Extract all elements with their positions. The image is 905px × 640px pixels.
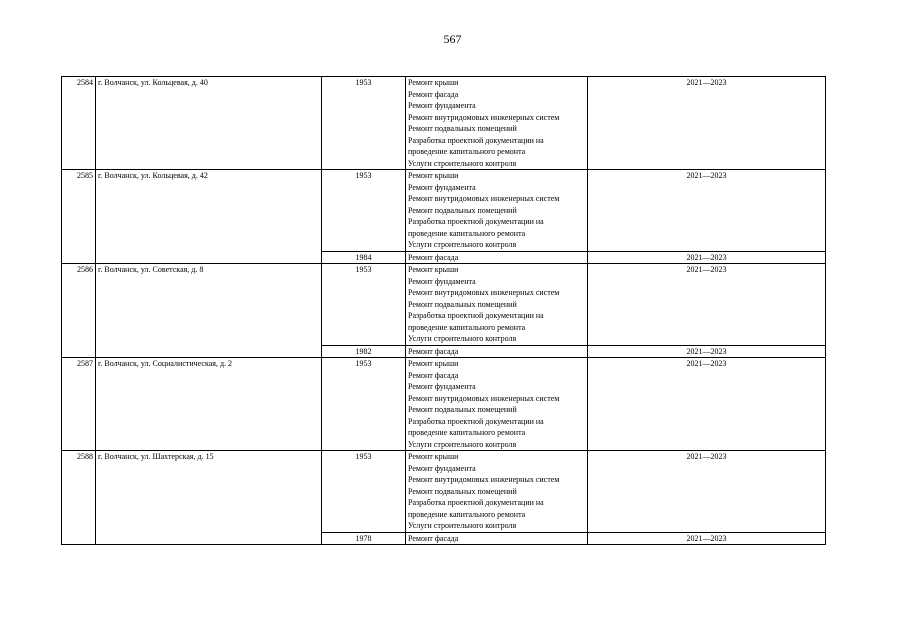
work-item: Ремонт подвальных помещений [408,486,517,496]
work-item: Услуги строительного контроля [408,240,517,249]
work-item: проведение капитального ремонта [408,509,526,519]
repair-schedule-table [61,76,826,545]
work-item: Разработка проектной документации на [408,135,544,145]
table-body [62,77,826,545]
year-cell: 1953 [322,358,406,451]
work-item: Ремонт внутридомовых инженерных систем [408,194,560,203]
work-item: Ремонт фундамента [408,276,476,286]
work-item: проведение капитального ремонта [408,228,526,238]
works-cell [406,451,588,533]
period-cell: 2021—2023 [588,170,826,252]
works-cell [406,532,588,545]
works-cell [406,358,588,451]
table-row [62,451,826,533]
period-cell: 2021—2023 [588,358,826,451]
work-item: Ремонт внутридомовых инженерных систем [408,393,560,403]
year-cell: 1978 [322,532,406,545]
table-row [62,264,826,346]
year-cell: 1953 [322,170,406,252]
row-number: 2584 [62,77,96,170]
work-item: Ремонт фундамента [408,101,476,110]
work-item: Ремонт фасада [408,252,459,262]
work-item: Ремонт фундамента [408,382,476,391]
work-item: Ремонт крыши [408,171,459,180]
address-cell: г. Волчанск, ул. Советская, д. 8 [96,264,322,358]
period-cell: 2021—2023 [588,251,826,264]
work-item: Ремонт подвальных помещений [408,205,517,215]
work-item: Ремонт крыши [408,452,459,461]
row-number: 2588 [62,451,96,545]
work-item: Ремонт внутридомовых инженерных систем [408,475,560,484]
work-item: Разработка проектной документации на [408,311,544,320]
work-item: проведение капитального ремонта [408,147,526,156]
year-cell: 1953 [322,77,406,170]
address-cell: г. Волчанск, ул. Кольцевая, д. 40 [96,77,322,170]
work-item: Ремонт подвальных помещений [408,299,517,309]
period-cell: 2021—2023 [588,264,826,346]
table-row [62,358,826,451]
year-cell: 1953 [322,451,406,533]
year-cell: 1953 [322,264,406,346]
work-item: Услуги строительного контроля [408,158,517,168]
table-row [62,77,826,170]
work-item: Разработка проектной документации на [408,498,544,507]
work-item: проведение капитального ремонта [408,322,526,332]
work-item: Ремонт фасада [408,89,459,99]
works-cell [406,170,588,252]
work-item: Услуги строительного контроля [408,334,517,343]
period-cell: 2021—2023 [588,451,826,533]
row-number: 2585 [62,170,96,264]
year-cell: 1984 [322,251,406,264]
work-item: Ремонт подвальных помещений [408,405,517,414]
works-cell [406,251,588,264]
work-item: Ремонт внутридомовых инженерных систем [408,288,560,297]
work-item: Разработка проектной документации на [408,217,544,226]
address-cell: г. Волчанск, ул. Шахтерская, д. 15 [96,451,322,545]
work-item: Ремонт внутридомовых инженерных систем [408,112,560,122]
row-number: 2587 [62,358,96,451]
work-item: Ремонт крыши [408,265,459,274]
work-item: Ремонт фасада [408,533,459,543]
work-item: Ремонт фундамента [408,463,476,473]
works-cell [406,264,588,346]
work-item: Ремонт фасада [408,346,459,356]
address-cell: г. Волчанск, ул. Социалистическая, д. 2 [96,358,322,451]
period-cell: 2021—2023 [588,532,826,545]
work-item: Ремонт фасада [408,370,459,380]
work-item: Услуги строительного контроля [408,439,517,449]
work-item: Ремонт крыши [408,359,459,368]
page-number: 567 [443,32,462,46]
period-cell: 2021—2023 [588,345,826,358]
works-cell [406,77,588,170]
work-item: Ремонт фундамента [408,182,476,192]
row-number: 2586 [62,264,96,358]
table-row [62,170,826,252]
year-cell: 1982 [322,345,406,358]
address-cell: г. Волчанск, ул. Кольцевая, д. 42 [96,170,322,264]
work-item: Ремонт крыши [408,78,459,87]
work-item: проведение капитального ремонта [408,428,526,437]
work-item: Разработка проектной документации на [408,416,544,426]
work-item: Ремонт подвальных помещений [408,124,517,133]
period-cell: 2021—2023 [588,77,826,170]
work-item: Услуги строительного контроля [408,521,517,530]
works-cell [406,345,588,358]
